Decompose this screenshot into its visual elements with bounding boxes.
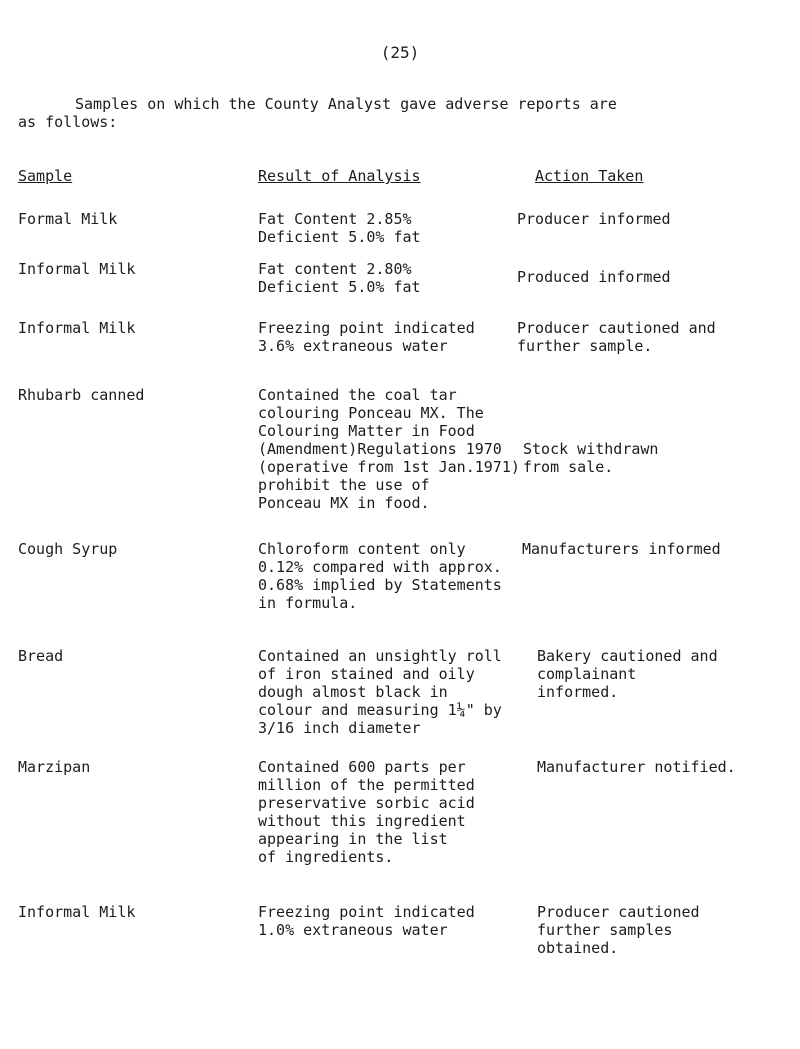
sample-cell: Formal Milk [18,210,118,228]
result-cell: Contained 600 parts per million of the permitted preservative sorbic acid without this ingredient appearing in the list of ingredients. [258,758,475,866]
sample-cell: Informal Milk [18,260,136,278]
page-number: (25) [380,43,420,62]
header-sample: Sample [18,167,73,185]
action-cell: Producer cautioned and further sample. [517,319,716,355]
result-cell: Fat content 2.80% Deficient 5.0% fat [258,260,421,296]
intro-line-1: Samples on which the County Analyst gave adverse reports are [75,95,617,113]
sample-cell: Marzipan [18,758,91,776]
action-cell: Stock withdrawn from sale. [523,440,659,476]
result-cell: Contained an unsightly roll of iron stained and oily dough almost black in colour and measuring 1¼" by 3/16 inch diameter [258,647,502,737]
action-cell: Producer informed [517,210,671,228]
sample-cell: Informal Milk [18,903,136,921]
sample-cell: Rhubarb canned [18,386,145,404]
sample-cell: Informal Milk [18,319,136,337]
result-cell: Fat Content 2.85% Deficient 5.0% fat [258,210,421,246]
sample-cell: Cough Syrup [18,540,118,558]
action-cell: Manufacturer notified. [537,758,736,776]
header-action: Action Taken [535,167,644,185]
result-cell: Chloroform content only 0.12% compared with approx. 0.68% implied by Statements in formula. [258,540,502,612]
action-cell: Produced informed [517,268,671,286]
result-cell: Contained the coal tar colouring Ponceau MX. The Colouring Matter in Food (Amendment)Regulations 1970 (operative from 1st Jan.1971) prohibit the use of Ponceau MX in food. [258,386,520,512]
sample-cell: Bread [18,647,64,665]
action-cell: Bakery cautioned and complainant informed. [537,647,718,701]
header-result: Result of Analysis [258,167,421,185]
result-cell: Freezing point indicated 3.6% extraneous water [258,319,475,355]
result-cell: Freezing point indicated 1.0% extraneous water [258,903,475,939]
action-cell: Manufacturers informed [522,540,721,558]
intro-line-2: as follows: [18,113,118,131]
action-cell: Producer cautioned further samples obtained. [537,903,700,957]
intro-paragraph [18,95,778,131]
